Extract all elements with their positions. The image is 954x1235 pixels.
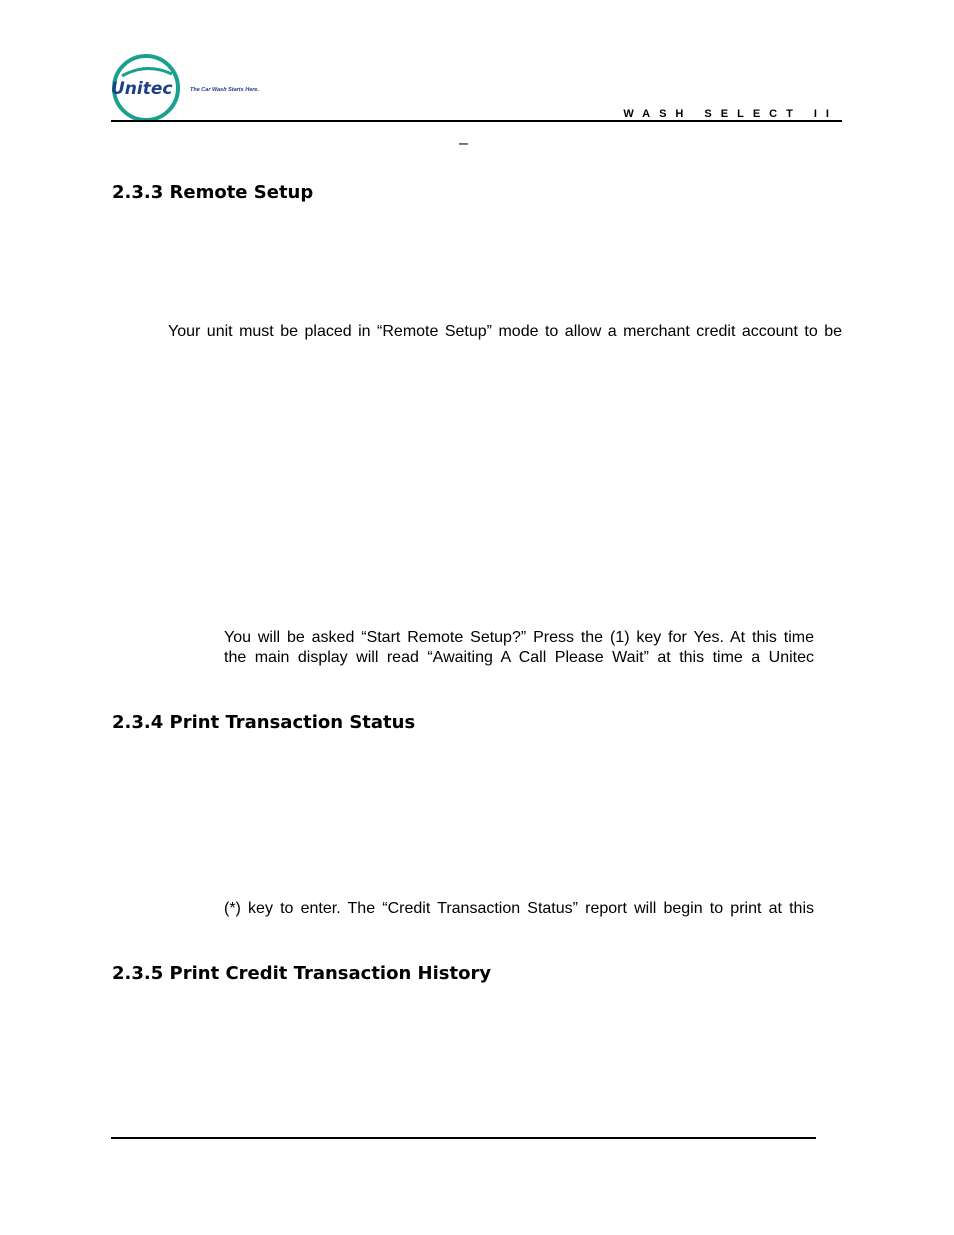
heading-remote-setup: 2.3.3 Remote Setup [112,182,314,203]
paragraph-remote-setup-intro: Your unit must be placed in “Remote Setup” mode to allow a merchant credit account to be [168,323,842,340]
logo-tagline: The Car Wash Starts Here. [190,87,259,93]
paragraph-remote-setup-prompt: You will be asked “Start Remote Setup?” Press the (1) key for Yes. At this time [224,629,814,646]
dash-mark: – [459,135,468,152]
header-divider [111,120,842,122]
logo-swoosh [122,68,172,76]
logo-wordmark: Unitec [111,79,173,99]
paragraph-remote-setup-awaiting: the main display will read “Awaiting A Call Please Wait” at this time a Unitec [224,649,814,666]
product-title: WASH SELECT II [623,108,838,120]
heading-print-transaction-status: 2.3.4 Print Transaction Status [112,712,416,733]
paragraph-transaction-status: (*) key to enter. The “Credit Transaction Status” report will begin to print at this [224,900,814,917]
footer-divider [111,1137,816,1139]
heading-print-credit-history: 2.3.5 Print Credit Transaction History [112,963,492,984]
unitec-logo [108,52,308,124]
